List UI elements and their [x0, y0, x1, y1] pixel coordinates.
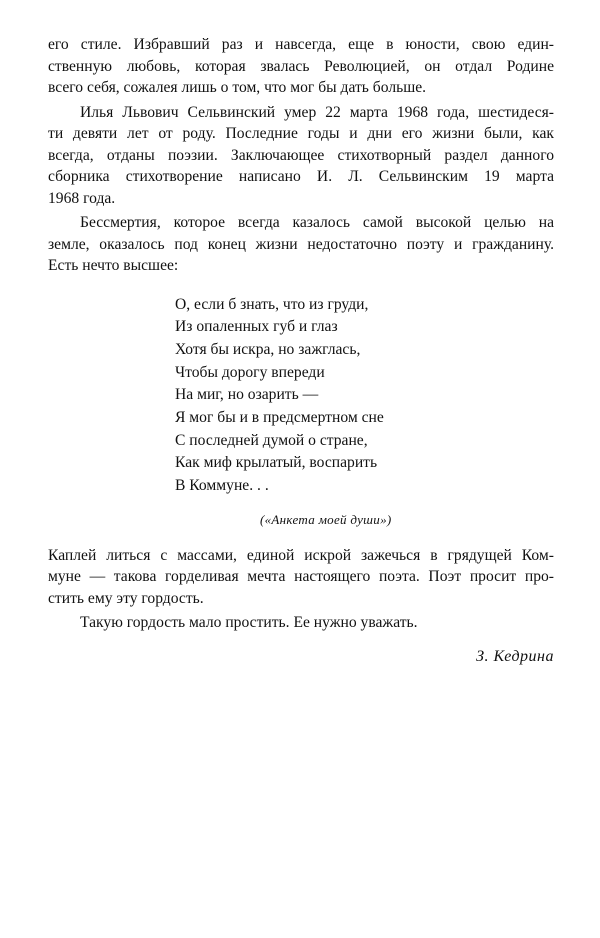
poem — [175, 294, 554, 498]
poem-line: Хотя бы искра, но зажглась, — [175, 340, 361, 358]
poem-line: Из опаленных губ и глаз — [175, 318, 338, 336]
poem-line: Я мог бы и в предсмертном сне — [175, 409, 384, 427]
poem-line: На миг, но озарить — — [175, 386, 319, 404]
text-line: Такую гордость мало простить. Ее нужно уважать. — [80, 614, 418, 632]
text-line: ти девяти лет от роду. Последние годы и дни его жизни были, как — [48, 125, 554, 142]
poem-line: С последней думой о стране, — [175, 431, 368, 449]
text-line: Илья Львович Сельвинский умер 22 марта 1968 года, шестидеся- — [80, 103, 554, 121]
poem-line: О, если б знать, что из груди, — [175, 295, 369, 313]
poem-line: В Коммуне. . . — [175, 477, 269, 495]
text-line: всего себя, сожалея лишь о том, что мог бы дать больше. — [48, 79, 427, 96]
text-line: Каплей литься с массами, единой искрой зажечься в грядущей Ком- — [48, 546, 554, 564]
text-line: земле, оказалось под конец жизни недостаточно поэту и гражданину. — [48, 235, 554, 253]
text-line: стить ему эту гордость. — [48, 589, 204, 607]
text-line: 1968 года. — [48, 189, 116, 207]
paragraph-2 — [48, 102, 554, 210]
text-line: его стиле. Избравший раз и навсегда, еще в юности, свою един- — [48, 36, 554, 53]
text-line: Бессмертия, которое всегда казалось самой высокой целью на — [80, 214, 554, 231]
paragraph-5 — [48, 612, 554, 634]
paragraph-4 — [48, 545, 554, 610]
paragraph-1 — [48, 34, 554, 99]
text-line: всегда, отданы поэзии. Заключающее стихотворный раздел данного — [48, 146, 554, 164]
author-signature: З. Кедрина — [476, 647, 554, 665]
page-content — [48, 34, 554, 688]
paragraph-3 — [48, 212, 554, 277]
poem-line: Чтобы дорогу впереди — [175, 363, 325, 381]
text-line: сборника стихотворение написано И. Л. Сельвинским 19 марта — [48, 168, 554, 185]
text-line: муне — такова горделивая мечта настоящего поэта. Поэт просит про- — [48, 568, 554, 586]
text-line: ственную любовь, которая звалась Революцией, он отдал Родине — [48, 57, 554, 75]
text-line: Есть нечто высшее: — [48, 257, 179, 274]
poem-line: Как миф крылатый, воспарить — [175, 454, 378, 472]
poem-source: («Анкета моей души») — [260, 511, 392, 527]
